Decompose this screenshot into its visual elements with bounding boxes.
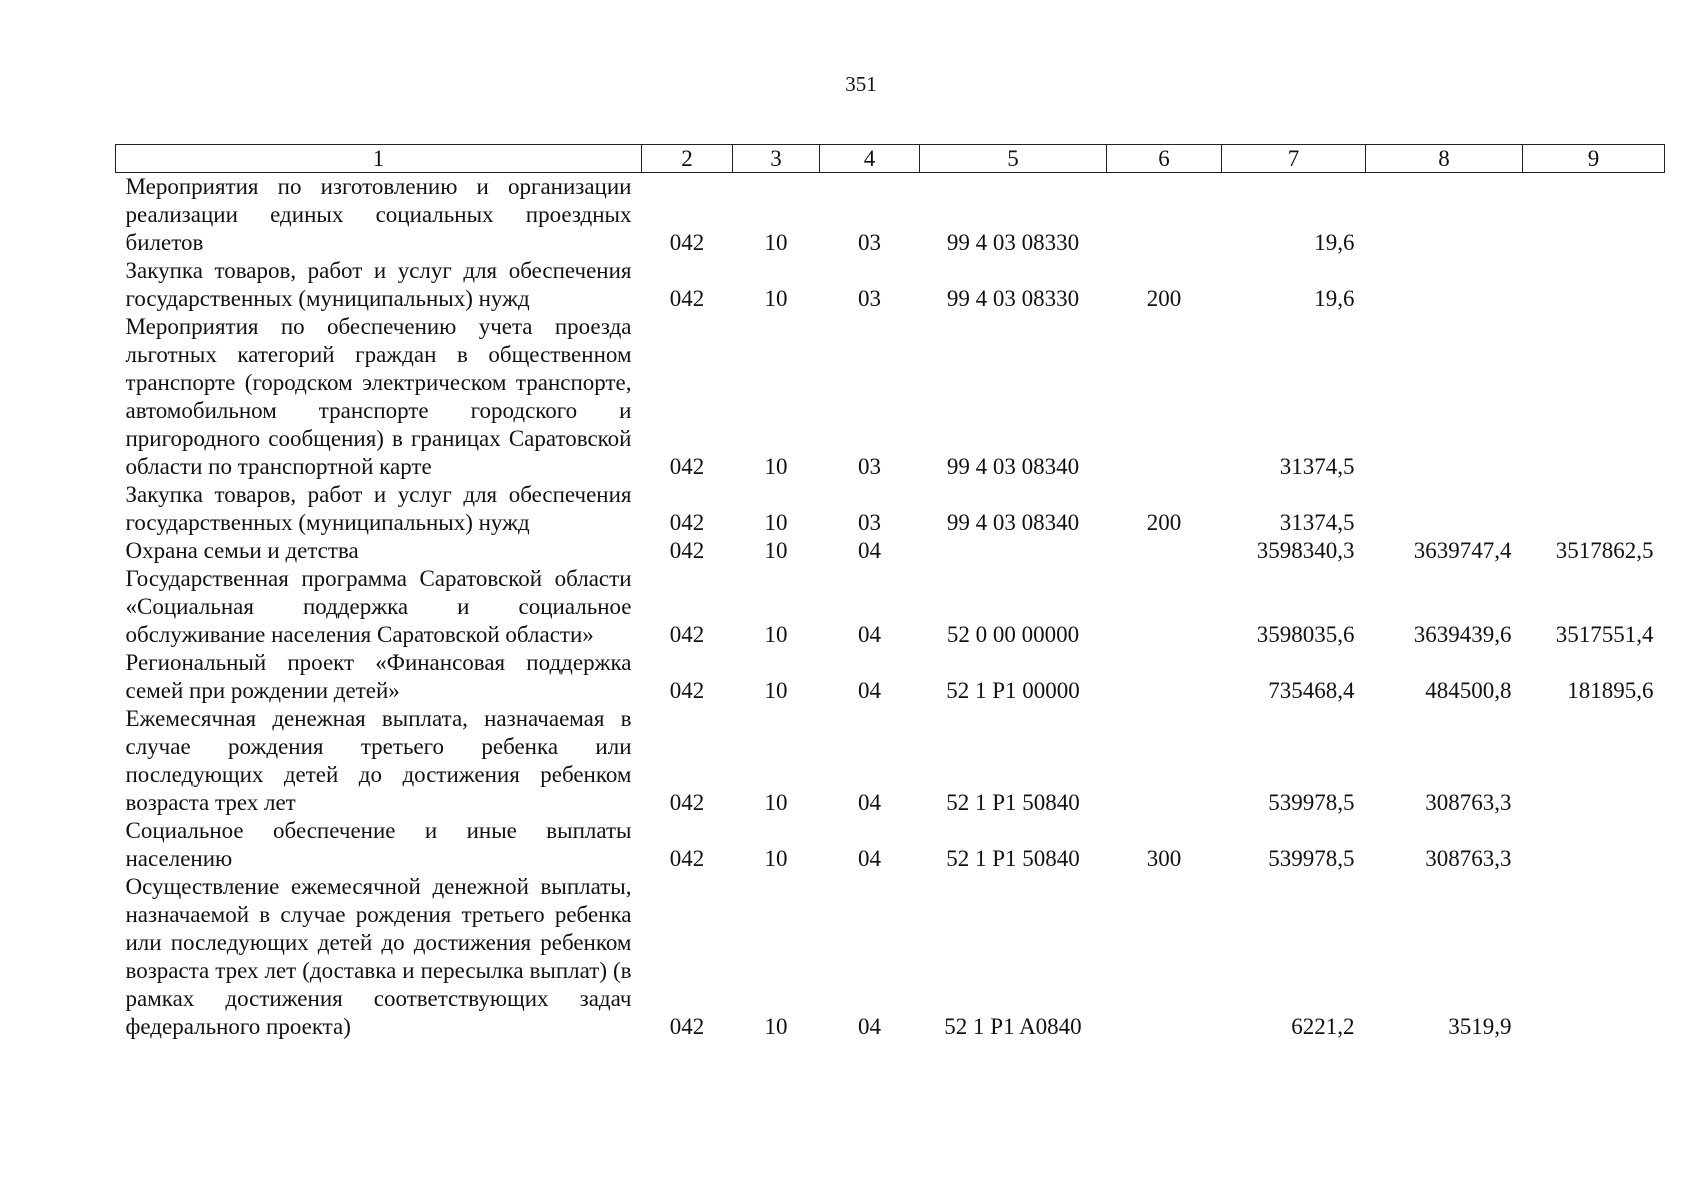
- row-subsection-code: 04: [858, 622, 881, 647]
- row-name: Закупка товаров, работ и услуг для обеспечения государственных (муниципальных) нужд: [125, 258, 632, 311]
- row-name: Ежемесячная денежная выплата, назначаемая в случае рождения третьего ребенка или последующих детей до достижения ребенком возраста трех лет: [125, 706, 632, 815]
- table-row: [116, 817, 1665, 873]
- row-subsection-code: 03: [858, 454, 881, 479]
- column-header-3: 3: [733, 145, 820, 173]
- row-amount-2: 308763,3: [1425, 790, 1512, 815]
- column-header-7: 7: [1222, 145, 1366, 173]
- row-expense-type: 300: [1146, 846, 1182, 871]
- row-grbs-code: 042: [669, 230, 705, 255]
- row-amount-3: [1523, 817, 1665, 873]
- row-section-code: 10: [764, 230, 788, 255]
- row-name: Мероприятия по изготовлению и организации реализации единых социальных проездных билетов: [125, 174, 632, 255]
- row-grbs-code: 042: [669, 454, 705, 479]
- row-grbs-code: 042: [669, 622, 705, 647]
- table-body: [116, 173, 1665, 1042]
- column-header-8: 8: [1366, 145, 1523, 173]
- row-expense-type: [1107, 649, 1222, 705]
- row-amount-3: 3517862,5: [1555, 538, 1654, 563]
- row-amount-3: [1523, 173, 1665, 258]
- row-amount-1: 539978,5: [1268, 846, 1355, 871]
- row-section-code: 10: [764, 286, 788, 311]
- row-amount-3: [1523, 257, 1665, 313]
- row-amount-1: 3598035,6: [1256, 622, 1355, 647]
- column-header-2: 2: [642, 145, 733, 173]
- row-subsection-code: 04: [858, 790, 881, 815]
- row-name: Государственная программа Саратовской области «Социальная поддержка и социальное обслуживание населения Саратовской области»: [125, 566, 632, 647]
- column-header-6: 6: [1107, 145, 1222, 173]
- row-subsection-code: 04: [858, 846, 881, 871]
- table-row: [116, 705, 1665, 817]
- row-section-code: 10: [764, 510, 788, 535]
- table-row: [116, 257, 1665, 313]
- table-row: [116, 173, 1665, 258]
- table-row: [116, 481, 1665, 537]
- row-expense-type: [1107, 173, 1222, 258]
- row-amount-2: 308763,3: [1425, 846, 1512, 871]
- row-grbs-code: 042: [669, 1014, 705, 1039]
- row-name: Мероприятия по обеспечению учета проезда льготных категорий граждан в общественном транспорте (городском электрическом транспорте, автомобильном транспорте городского и пригородного сообщения) в границах Саратовской области по транспортной карте: [125, 314, 632, 479]
- row-expense-type: [1107, 873, 1222, 1041]
- row-amount-3: 181895,6: [1567, 678, 1654, 703]
- row-amount-3: 3517551,4: [1555, 622, 1654, 647]
- table-row: [116, 565, 1665, 649]
- row-target-article: 52 1 P1 50840: [946, 790, 1080, 815]
- row-amount-1: 539978,5: [1268, 790, 1355, 815]
- row-expense-type: [1107, 705, 1222, 817]
- table-row: [116, 313, 1665, 481]
- row-target-article: 99 4 03 08330: [946, 230, 1080, 255]
- row-name: Социальное обеспечение и иные выплаты населению: [125, 818, 632, 871]
- row-amount-2: 3519,9: [1448, 1014, 1512, 1039]
- row-name: Охрана семьи и детства: [125, 538, 359, 563]
- row-section-code: 10: [764, 846, 788, 871]
- row-amount-3: [1523, 481, 1665, 537]
- row-grbs-code: 042: [669, 538, 705, 563]
- row-amount-2: [1366, 313, 1523, 481]
- row-section-code: 10: [764, 678, 788, 703]
- row-grbs-code: 042: [669, 510, 705, 535]
- row-amount-2: [1366, 257, 1523, 313]
- row-subsection-code: 03: [858, 510, 881, 535]
- row-grbs-code: 042: [669, 790, 705, 815]
- row-target-article: 99 4 03 08340: [946, 454, 1080, 479]
- row-amount-2: [1366, 481, 1523, 537]
- column-header-5: 5: [920, 145, 1107, 173]
- row-grbs-code: 042: [669, 846, 705, 871]
- row-amount-2: 484500,8: [1425, 678, 1512, 703]
- column-header-4: 4: [820, 145, 920, 173]
- row-name: Осуществление ежемесячной денежной выплаты, назначаемой в случае рождения третьего ребенка или последующих детей до достижения ребенком возраста трех лет (доставка и пересылка выплат) (в рамках достижения соответствующих задач федерального проекта): [125, 874, 632, 1039]
- budget-table: [115, 144, 1665, 1041]
- row-amount-2: 3639747,4: [1413, 538, 1512, 563]
- row-expense-type: 200: [1146, 510, 1182, 535]
- row-subsection-code: 03: [858, 286, 881, 311]
- row-expense-type: [1107, 537, 1222, 565]
- row-amount-3: [1523, 873, 1665, 1041]
- table-header-row: [116, 145, 1665, 173]
- row-expense-type: [1107, 313, 1222, 481]
- row-target-article: 99 4 03 08330: [946, 286, 1080, 311]
- row-subsection-code: 03: [858, 230, 881, 255]
- row-name: Региональный проект «Финансовая поддержка семей при рождении детей»: [125, 650, 632, 703]
- row-target-article: 99 4 03 08340: [946, 510, 1080, 535]
- table-row: [116, 649, 1665, 705]
- row-section-code: 10: [764, 454, 788, 479]
- table-row: [116, 537, 1665, 565]
- row-amount-1: 6221,2: [1291, 1014, 1355, 1039]
- row-target-article: [920, 537, 1107, 565]
- row-amount-1: 735468,4: [1268, 678, 1355, 703]
- row-amount-1: 19,6: [1314, 286, 1355, 311]
- row-target-article: 52 1 P1 A0840: [944, 1014, 1082, 1039]
- row-target-article: 52 0 00 00000: [946, 622, 1080, 647]
- row-grbs-code: 042: [669, 678, 705, 703]
- row-section-code: 10: [764, 790, 788, 815]
- row-expense-type: [1107, 565, 1222, 649]
- row-amount-1: 3598340,3: [1256, 538, 1355, 563]
- row-amount-2: 3639439,6: [1413, 622, 1512, 647]
- table-row: [116, 873, 1665, 1041]
- row-amount-1: 31374,5: [1279, 454, 1355, 479]
- row-section-code: 10: [764, 1014, 788, 1039]
- row-subsection-code: 04: [858, 678, 881, 703]
- row-subsection-code: 04: [858, 538, 881, 563]
- row-amount-3: [1523, 705, 1665, 817]
- row-amount-3: [1523, 313, 1665, 481]
- row-amount-2: [1366, 173, 1523, 258]
- row-name: Закупка товаров, работ и услуг для обеспечения государственных (муниципальных) нужд: [125, 482, 632, 535]
- row-section-code: 10: [764, 538, 788, 563]
- column-header-1: 1: [116, 145, 642, 173]
- row-grbs-code: 042: [669, 286, 705, 311]
- row-target-article: 52 1 P1 50840: [946, 846, 1080, 871]
- row-subsection-code: 04: [858, 1014, 881, 1039]
- row-expense-type: 200: [1146, 286, 1182, 311]
- page-number: 351: [845, 72, 877, 96]
- row-target-article: 52 1 P1 00000: [946, 678, 1080, 703]
- row-amount-1: 19,6: [1314, 230, 1355, 255]
- row-section-code: 10: [764, 622, 788, 647]
- column-header-9: 9: [1523, 145, 1665, 173]
- row-amount-1: 31374,5: [1279, 510, 1355, 535]
